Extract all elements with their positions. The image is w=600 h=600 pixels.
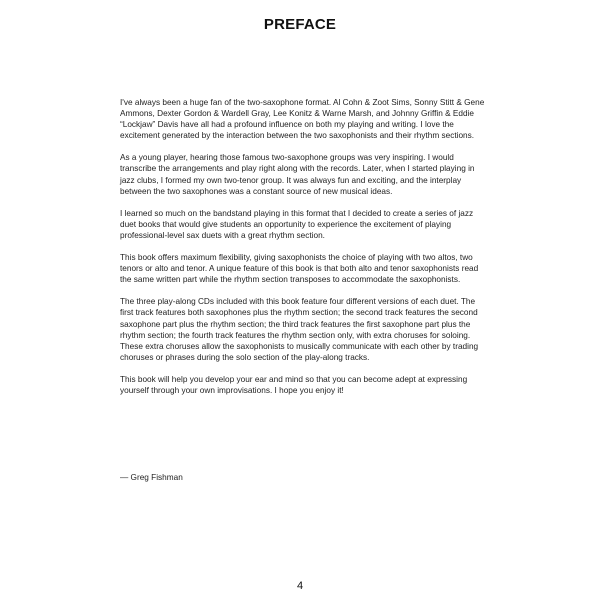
author-signature: — Greg Fishman: [120, 473, 183, 482]
paragraph: The three play-along CDs included with this book feature four different versions of each duet. The first track features both saxophones plus the rhythm section; the second track features the second saxophone part plus the rhythm section; the third track features the first saxophone part plus the rhythm section; the fourth track features the rhythm section only, with extra choruses for soloing. These extra choruses allow the saxophonists to musically communicate with each other by trading choruses or phrases during the solo section of the play-along tracks.: [120, 297, 479, 362]
preface-body: [120, 97, 488, 407]
paragraph: As a young player, hearing those famous two-saxophone groups was very inspiring. I would transcribe the arrangements and play right along with the records. Later, when I started playing in jazz clubs, I formed my own two-tenor group. It was always fun and exciting, and the interplay between the two saxophones was a constant source of new musical ideas.: [120, 153, 475, 196]
page-title: PREFACE: [263, 16, 337, 33]
paragraph: I learned so much on the bandstand playing in this format that I decided to create a series of jazz duet books that would give students an opportunity to experience the excitement of playing professional-level sax duets with a great rhythm section.: [120, 208, 474, 240]
paragraph: I've always been a huge fan of the two-saxophone format. Al Cohn & Zoot Sims, Sonny Stitt & Gene Ammons, Dexter Gordon & Wardell Gray, Lee Konitz & Warne Marsh, and Johnny Griffin & Eddie “Lockjaw” Davis have all had a profound influence on both my playing and writing. I love the excitement generated by the interaction between the two saxophonists and their rhythm sections.: [120, 98, 485, 141]
paragraph: This book will help you develop your ear and mind so that you can become adept at expressing yourself through your own improvisations. I hope you enjoy it!: [120, 374, 468, 395]
paragraph: This book offers maximum flexibility, giving saxophonists the choice of playing with two altos, two tenors or alto and tenor. A unique feature of this book is that both alto and tenor saxophonists read the same written part while the rhythm section transposes to accommodate the saxophonists.: [120, 253, 479, 285]
page-number: 4: [296, 580, 304, 592]
